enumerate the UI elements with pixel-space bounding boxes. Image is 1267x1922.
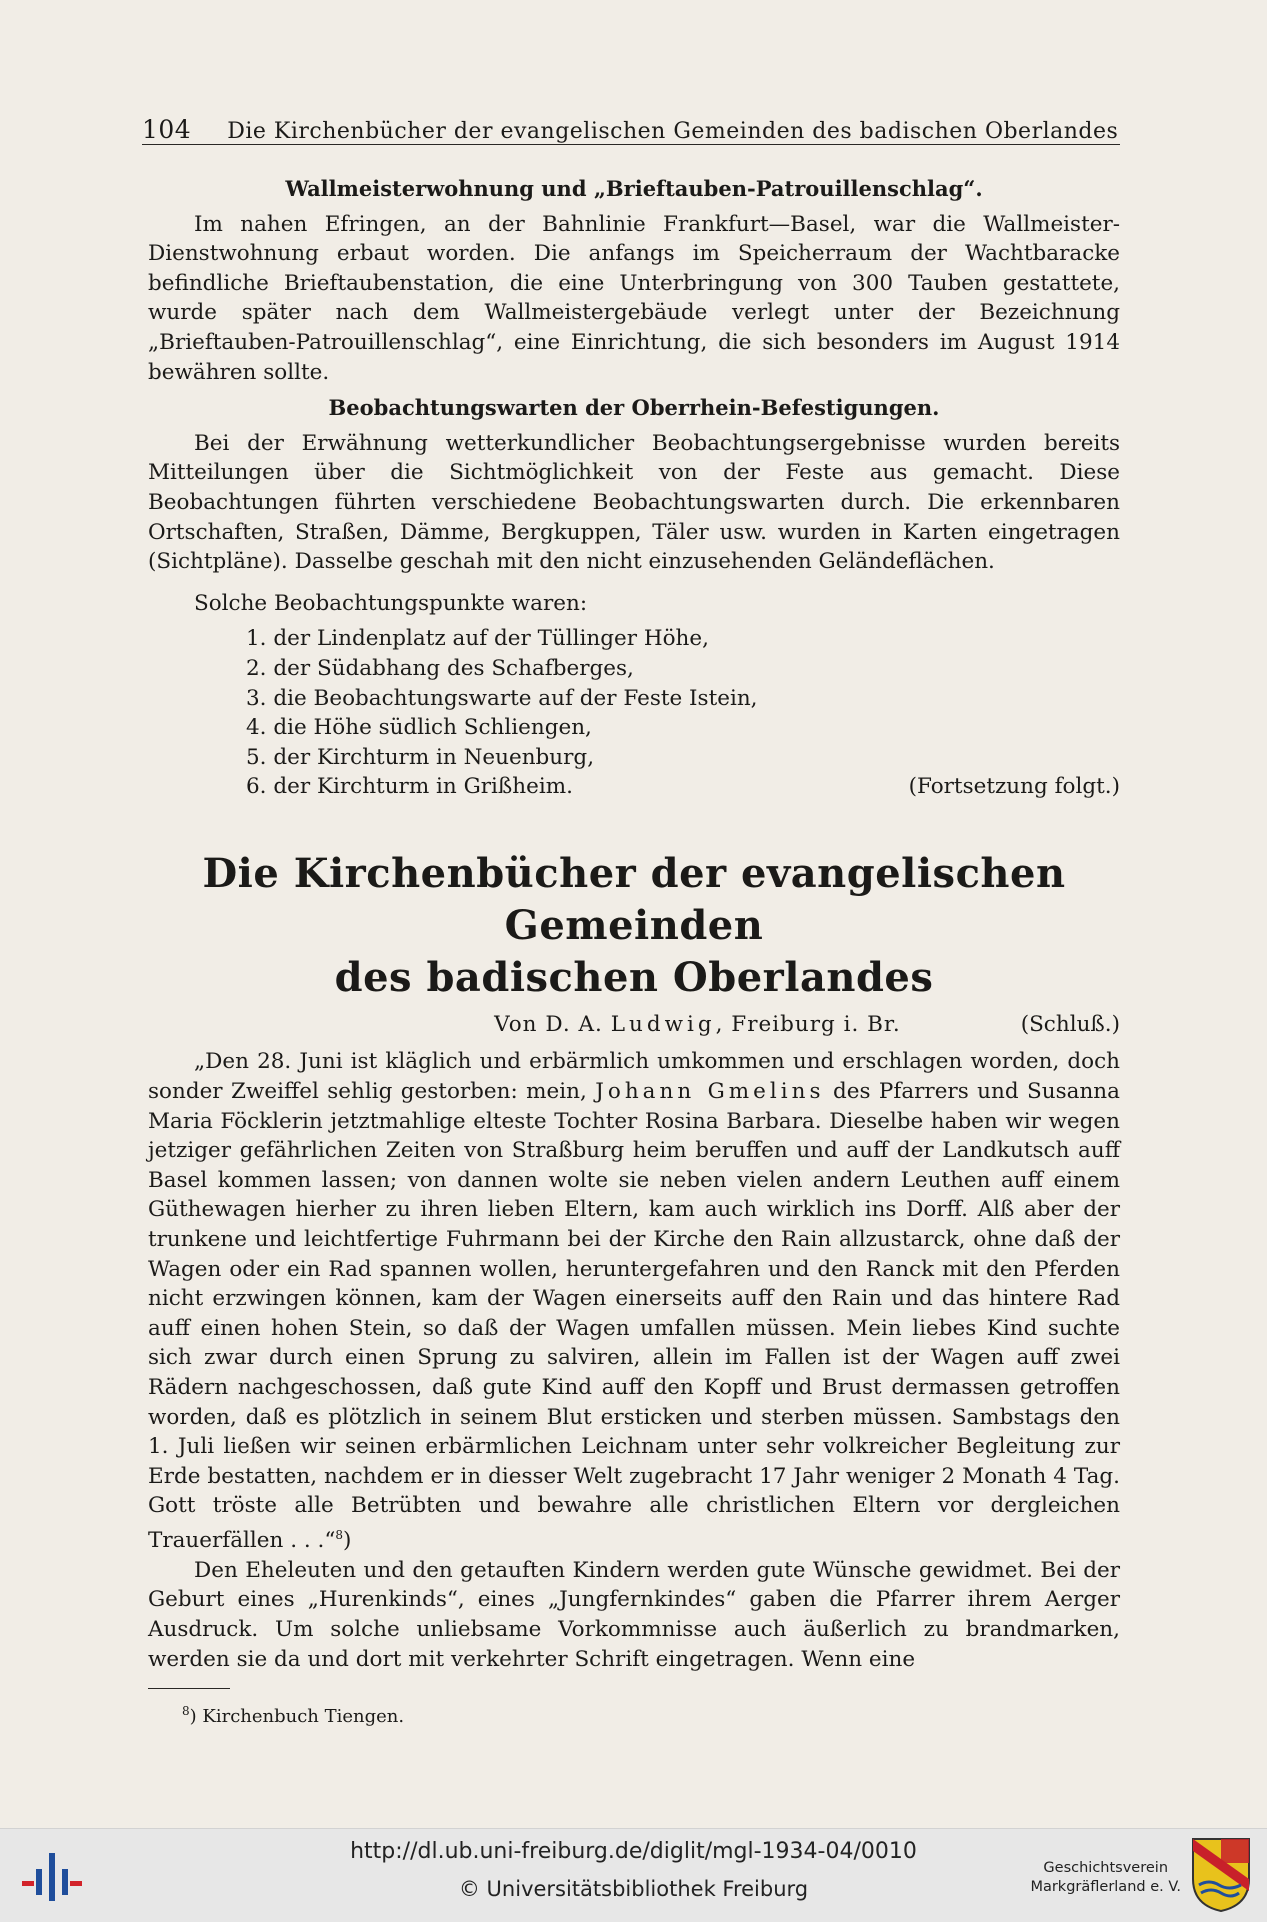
section-heading-beobachtung: Beobachtungswarten der Oberrhein-Befestigungen. — [328, 395, 940, 421]
byline — [148, 1010, 1120, 1040]
coat-of-arms-icon — [1189, 1835, 1253, 1913]
list-intro: Solche Beobachtungspunkte waren: — [194, 590, 588, 616]
author — [494, 1010, 901, 1040]
footnote — [148, 1697, 1120, 1732]
list-item: 3. die Beobachtungswarte auf der Feste Istein, — [246, 685, 758, 711]
paragraph-wishes: Den Eheleuten und den getauften Kindern werden gute Wünsche gewidmet. Bei der Geburt eines „Hurenkinds“, eines „Jungfernkindes“ gaben die Pfarrer ihrem Aerger Ausdruck. Um solche unliebsame Vorkommnisse auch äußerlich zu brandmarken, werden sie da und dort mit verkehrter Schrift eingetragen. Wenn eine — [148, 1557, 1120, 1672]
page-number: 104 — [142, 115, 192, 144]
paragraph-quote: „Den 28. Juni ist kläglich und erbärmlich umkommen und erschlagen worden, doch sonder Zweiffel sehlig gestorben: mein, Johann Gmelins des Pfarrers und Susanna Maria Föcklerin jetztmahlige elteste Tochter Rosina Barbara. Dieselbe haben wir wegen jetziger gefährlichen Zeiten von Straßburg heim beruffen und auff der Landkutsch auff Basel kommen lassen; von dannen wolte sie neben vielen andern Leuthen auff einem Güthewagen hierher zu ihren lieben Eltern, kam auch wirklich ins Dorff. Alß aber der trunkene und leichtfertige Fuhrmann bei der Kirche den Rain allzustarck, ohne daß der Wagen oder ein Rad spannen wollen, heruntergefahren und den Ranck mit den Pferden nicht erzwingen können, kam der Wagen einerseits auff den Rain und das hintere Rad auff einen hohen Stein, so daß der Wagen umfallen müssen. Mein liebes Kind suchte sich zwar durch einen Sprung zu salviren, allein im Fallen ist der Wagen auff zwei Rädern nachgeschossen, daß gute Kind auff den Kopff und Brust dermassen getroffen worden, daß es plötzlich in seinem Blut ersticken und sterben müssen. Sambstags den 1. Juli ließen wir seinen erbärmlichen Leichnam unter sehr volkreicher Begleitung zur Erde bestatten, nachdem er in diesser Welt zugebracht 17 Jahr weniger 2 Monath 4 Tag. Gott tröste alle Betrübten und bewahre alle christlichen Eltern vor dergleichen Trauerfällen . . .“$^8$) — [148, 1049, 1120, 1554]
footnote-divider — [148, 1688, 230, 1689]
document-url[interactable]: http://dl.ub.uni-freiburg.de/diglit/mgl-1934-04/0010 — [350, 1839, 917, 1864]
quote-part-a: „Den 28. Juni ist kläglich und erbärmlich umkommen und erschlagen worden, doch sonder Zweiffel sehlig gestorben: mein, — [148, 1049, 1120, 1105]
author-name: Ludwig — [610, 1011, 716, 1037]
copyright: © Universitätsbibliothek Freiburg — [458, 1877, 809, 1901]
paragraph-beobachtung: Bei der Erwähnung wetterkundlicher Beobachtungsergebnisse wurden bereits Mitteilungen über die Sichtmöglichkeit von der Feste aus gemacht. Diese Beobachtungen führten verschiedene Beobachtungswarten durch. Die erkennbaren Ortschaften, Straßen, Dämme, Bergkuppen, Täler usw. wurden in Karten eingetragen (Sichtpläne). Dasselbe geschah mit den nicht einzusehenden Geländeflächen. — [148, 430, 1120, 575]
article-title-line1: Die Kirchenbücher der evangelischen Gemeinden — [202, 849, 1066, 949]
viewer-footer — [0, 1828, 1267, 1922]
article-title — [148, 848, 1120, 1004]
paragraph-wallmeister: Im nahen Efringen, an der Bahnlinie Frankfurt—Basel, war die Wallmeister-Dienstwohnung erbaut worden. Die anfangs im Speicherraum der Wachtbaracke befindliche Brieftaubenstation, die eine Unterbringung von 300 Tauben gestattete, wurde später nach dem Wallmeistergebäude verlegt unter der Bezeichnung „Brieftauben-Patrouillenschlag“, eine Einrichtung, die sich besonders im August 1914 bewähren sollte. — [148, 211, 1120, 385]
running-title: Die Kirchenbücher der evangelischen Gemeinden des badischen Oberlandes — [227, 119, 1119, 144]
list-item-text: 6. der Kirchturm in Grißheim. — [246, 774, 573, 800]
footnote-text: ) Kirchenbuch Tiengen. — [189, 1706, 405, 1728]
list-item-last — [246, 772, 1120, 802]
article-title-line2: des badischen Oberlandes — [334, 953, 934, 1001]
section-heading-wallmeister: Wallmeisterwohnung und „Brieftauben-Patrouillenschlag“. — [285, 176, 983, 201]
continued-note: (Fortsetzung folgt.) — [908, 774, 1120, 800]
list-item: 4. die Höhe südlich Schliengen, — [246, 715, 592, 741]
list-item: 2. der Südabhang des Schafberges, — [246, 655, 634, 681]
byline-prefix: Von D. A. — [494, 1011, 603, 1037]
footnote-mark: 8 — [182, 1704, 190, 1719]
page-header — [142, 108, 1120, 145]
observation-points-list — [148, 624, 1120, 802]
page-body — [148, 170, 1120, 1732]
list-item: 5. der Kirchturm in Neuenburg, — [246, 744, 595, 770]
quote-part-b: des Pfarrers und Susanna Maria Föcklerin jetztmahlige elteste Tochter Rosina Barbara. Dieselbe haben wir wegen jetziger gefährlichen Zeiten von Straßburg heim beruffen und auff der Landkutsch auff Basel kommen lassen; von dannen wolte sie neben vielen andern Leuthen auff einem Güthewagen hierher zu ihren lieben Eltern, kam auch wirklich ins Dorff. Alß aber der trunkene und leichtfertige Fuhrmann bei der Kirche den Rain allzustarck, ohne daß der Wagen oder ein Rad spannen wollen, heruntergefahren und den Ranck mit den Pferden nicht erzwingen können, kam der Wagen einerseits auff den Rain und das hintere Rad auff einen hohen Stein, so daß der Wagen umfallen müssen. Mein liebes Kind suchte sich zwar durch einen Sprung zu salviren, allein im Fallen ist der Wagen auff zwei Rädern nachgeschossen, daß gute Kind auff den Kopff und Brust dermassen getroffen worden, daß es plötzlich in seinem Blut ersticken und sterben müssen. Sambstags den 1. Juli ließen wir seinen erbärmlichen Leichnam unter sehr volkreicher Begleitung zur Erde bestatten, nachdem er in diesser Welt zugebracht 17 Jahr weniger 2 Monath 4 Tag. Gott tröste alle Betrübten und bewahre alle christlichen Eltern vor dergleichen Trauerfällen . . .“ — [148, 1079, 1120, 1554]
footnote-reference: 8 — [335, 1527, 344, 1542]
list-item: 1. der Lindenplatz auf der Tüllinger Höhe, — [246, 626, 709, 652]
quote-name: Johann Gmelins — [595, 1079, 825, 1105]
society-line2: Markgräflerland e. V. — [1030, 1879, 1181, 1895]
society-line1: Geschichtsverein — [1043, 1860, 1169, 1876]
society-name — [1030, 1859, 1181, 1897]
byline-place: , Freiburg i. Br. — [715, 1011, 901, 1037]
conclusion-note: (Schluß.) — [1020, 1011, 1120, 1037]
